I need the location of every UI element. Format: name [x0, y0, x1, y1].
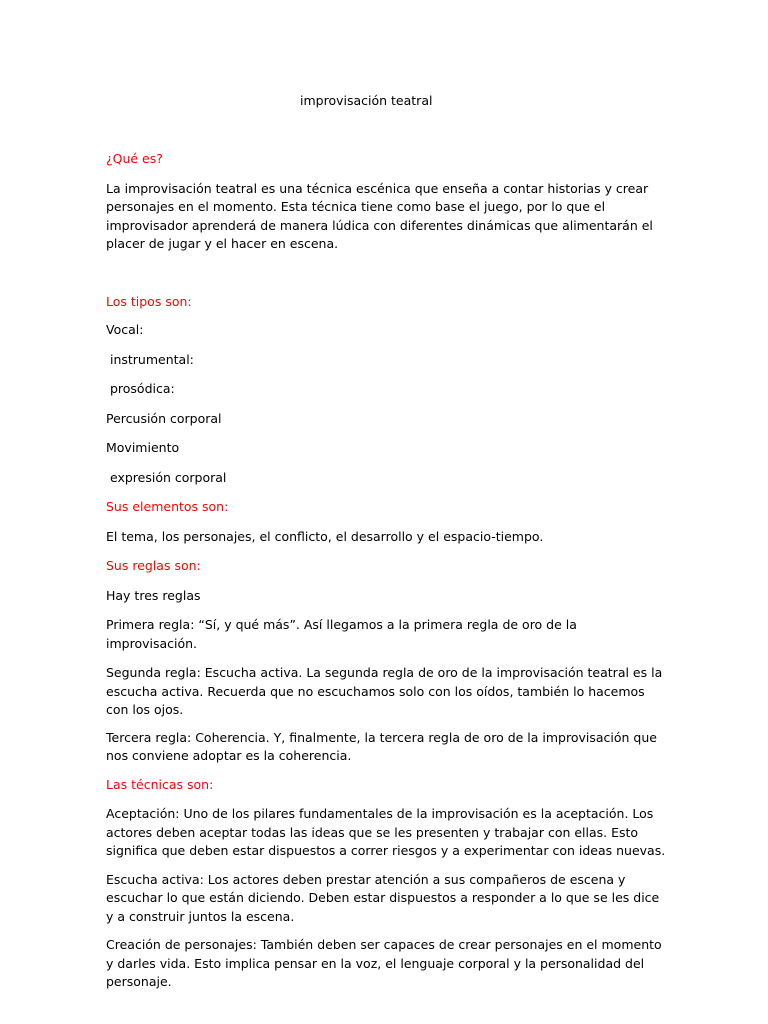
section-heading-elementos: Sus elementos son: [106, 499, 229, 514]
section-heading-tecnicas: Las técnicas son: [106, 776, 214, 792]
list-item-tipo-vocal: Vocal: [106, 322, 144, 337]
document-body [106, 150, 666, 992]
paragraph-reglas-intro: Hay tres reglas [106, 587, 201, 603]
paragraph-regla-primera: Primera regla: “Sí, y qué más”. Así llegamos a la primera regla de oro de la improvisación. [106, 617, 577, 651]
list-item-tipo-movimiento: Movimiento [106, 440, 180, 455]
list-item-tipo-percusion: Percusión corporal [106, 410, 222, 426]
paragraph-regla-tercera: Tercera regla: Coherencia. Y, finalmente, la tercera regla de oro de la improvisación que nos conviene adoptar es la coherencia. [106, 729, 657, 763]
list-item-tipo-instrumental: instrumental: [106, 351, 194, 367]
section-heading-tipos: Los tipos son: [106, 293, 192, 309]
paragraph-elementos: El tema, los personajes, el conflicto, el desarrollo y el espacio-tiempo. [106, 528, 544, 544]
paragraph-tecnica-escucha: Escucha activa: Los actores deben prestar atención a sus compañeros de escena y escuchar lo que están diciendo. Deben estar dispuestos a responder a lo que se les dice y a construir juntos la escena. [106, 871, 660, 924]
paragraph-definition: La improvisación teatral es una técnica escénica que enseña a contar historias y crear personajes en el momento. Esta técnica tiene como base el juego, por lo que el improvisador aprenderá de manera lúdica con diferentes dinámicas que alimentarán el placer de jugar y el hacer en escena. [106, 180, 653, 251]
list-item-tipo-prosodica: prosódica: [106, 381, 175, 396]
paragraph-regla-segunda: Segunda regla: Escucha activa. La segunda regla de oro de la improvisación teatral es la escucha activa. Recuerda que no escuchamos solo con los oídos, también lo hacemos con los ojos. [106, 665, 663, 717]
section-heading-reglas: Sus reglas son: [106, 558, 201, 573]
document-title: improvisación teatral [300, 93, 433, 108]
section-heading-que-es: ¿Qué es? [106, 151, 163, 166]
paragraph-tecnica-aceptacion: Aceptación: Uno de los pilares fundamentales de la improvisación es la aceptación. Los actores deben aceptar todas las ideas que se les presenten y trabajar con ellas. Esto significa que deben estar dispuestos a correr riesgos y a experimentar con ideas nuevas. [106, 806, 666, 858]
list-item-tipo-expresion: expresión corporal [106, 469, 227, 485]
paragraph-tecnica-personajes: Creación de personajes: También deben ser capaces de crear personajes en el momento y darles vida. Esto implica pensar en la voz, el lenguaje corporal y la personalidad del personaje. [106, 937, 662, 989]
